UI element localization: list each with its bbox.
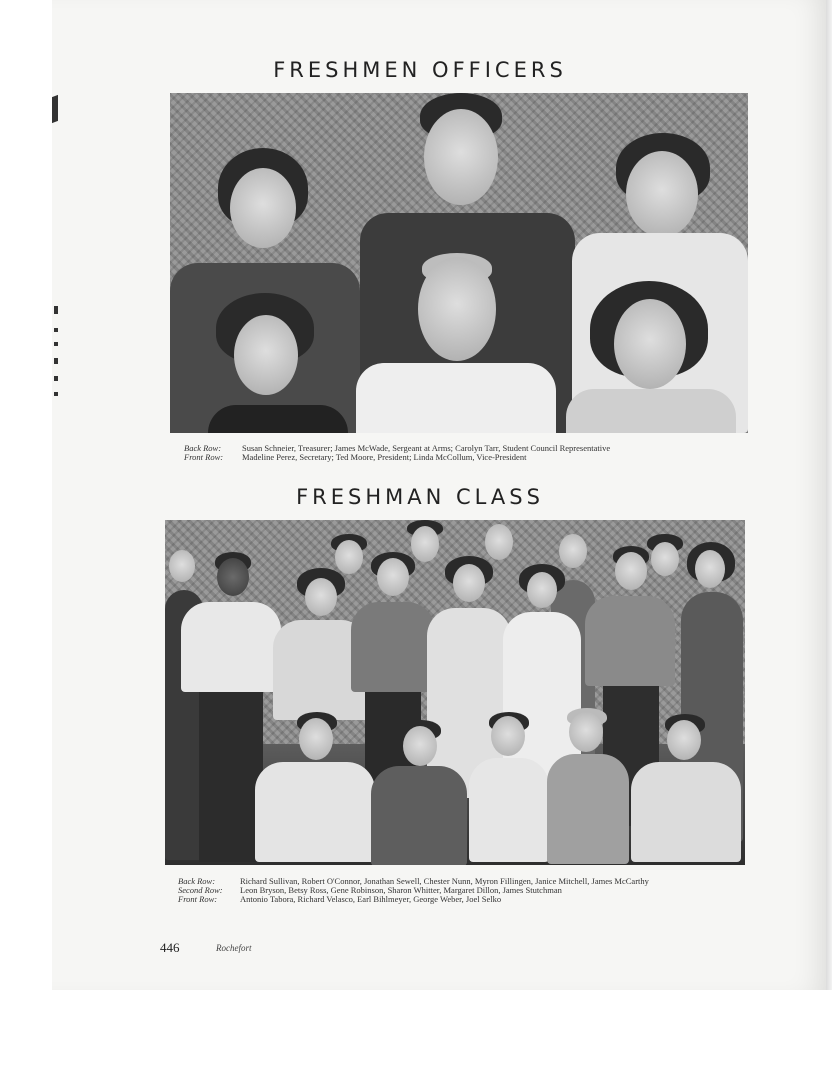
caption-label: Back Row: <box>178 876 216 886</box>
caption-text: Madeline Perez, Secretary; Ted Moore, President; Linda McCollum, Vice-President <box>242 452 527 462</box>
caption-text: Leon Bryson, Betsy Ross, Gene Robinson, Sharon Whitter, Margaret Dillon, James Stutchman <box>240 885 562 895</box>
class-heading: FRESHMAN CLASS <box>296 485 544 509</box>
officers-caption-front <box>184 452 526 462</box>
caption-label: Back Row: <box>184 443 222 453</box>
officers-heading: FRESHMEN OFFICERS <box>273 58 567 82</box>
caption-label: Second Row: <box>178 885 223 895</box>
page-number: 446 <box>160 940 180 955</box>
caption-label: Front Row: <box>184 452 224 462</box>
caption-text: Antonio Tabora, Richard Velasco, Earl Bihlmeyer, George Weber, Joel Selko <box>240 894 502 904</box>
publication-name: Rochefort <box>216 943 252 953</box>
class-photo <box>165 520 745 865</box>
caption-text: Richard Sullivan, Robert O'Connor, Jonathan Sewell, Chester Nunn, Myron Fillingen, Janice Mitchell, James McCarthy <box>240 876 649 886</box>
class-caption-front <box>178 894 501 904</box>
caption-text: Susan Schneier, Treasurer; James McWade, Sergeant at Arms; Carolyn Tarr, Student Council Representative <box>242 443 611 453</box>
binding-marks <box>52 96 62 416</box>
officers-photo <box>170 93 748 433</box>
caption-label: Front Row: <box>178 894 218 904</box>
